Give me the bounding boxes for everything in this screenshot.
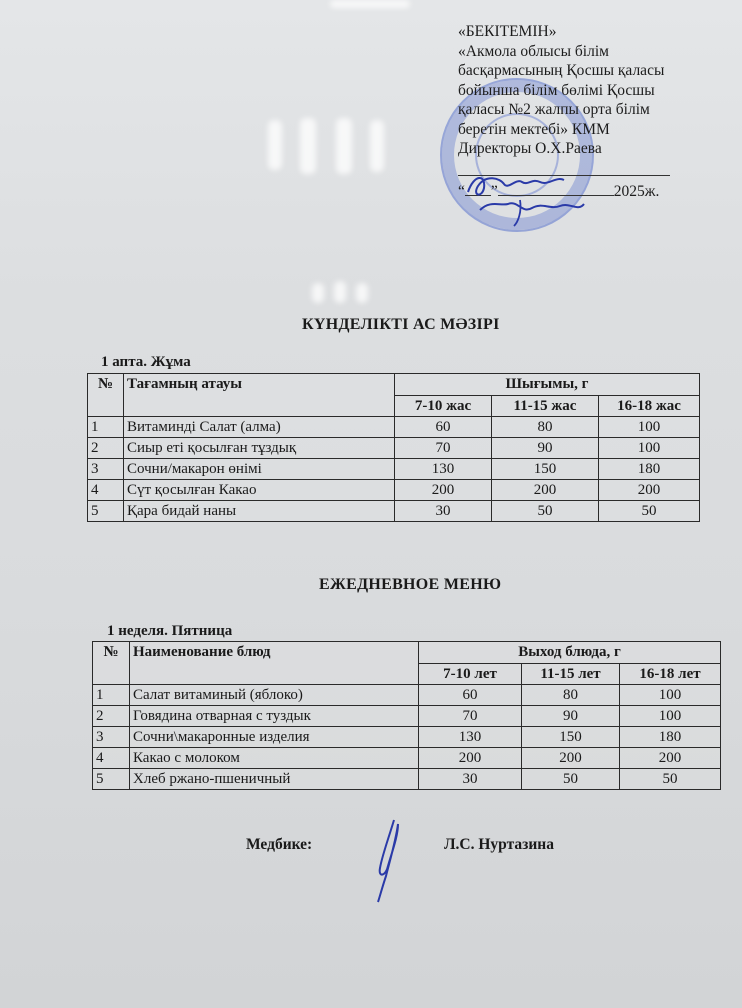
cell-yield: 200 (419, 748, 522, 769)
glare-spot (336, 118, 352, 174)
cell-yield: 130 (395, 459, 492, 480)
ru-menu-table (92, 641, 721, 790)
approval-line: бойынша білім бөлімі Қосшы (458, 81, 655, 99)
approval-line: «БЕКІТЕМІН» (458, 23, 557, 40)
approval-year: 2025ж. (613, 182, 660, 200)
glare-spot (356, 283, 368, 303)
cell-number: 1 (88, 417, 124, 438)
cell-yield: 90 (522, 706, 620, 727)
nurse-role-label: Медбике: (246, 836, 313, 853)
cell-yield: 200 (620, 748, 721, 769)
column-header-age: 11-15 жас (492, 395, 599, 417)
kz-menu-title: КҮНДЕЛІКТІ АС МӘЗІРІ (302, 316, 500, 333)
cell-yield: 30 (395, 501, 492, 522)
cell-number: 5 (93, 769, 130, 790)
column-header-dish: Тағамның атауы (124, 374, 395, 417)
approval-line: басқармасының Қосшы қаласы (458, 62, 665, 79)
cell-yield: 50 (522, 769, 620, 790)
cell-yield: 100 (599, 417, 700, 438)
cell-yield: 180 (599, 459, 700, 480)
approval-line: «Акмола облысы білім (458, 42, 609, 60)
cell-yield: 30 (419, 769, 522, 790)
cell-number: 2 (88, 438, 124, 459)
cell-number: 1 (93, 685, 130, 706)
date-quote-open: “ (458, 182, 465, 200)
cell-yield: 150 (522, 727, 620, 748)
cell-dish: Хлеб ржано-пшеничный (130, 769, 419, 790)
cell-yield: 200 (522, 748, 620, 769)
column-header-age: 11-15 лет (522, 663, 620, 685)
date-quote-close: ” (490, 182, 498, 200)
ru-menu-subtitle: 1 неделя. Пятница (107, 623, 233, 639)
table-row (88, 459, 700, 480)
column-header-number: № (93, 642, 130, 685)
table-row (88, 501, 700, 522)
cell-dish: Қара бидай наны (124, 501, 395, 522)
table-row (93, 769, 721, 790)
cell-number: 2 (93, 706, 130, 727)
cell-dish: Сочни/макарон өнімі (124, 459, 395, 480)
glare-spot (334, 281, 346, 303)
cell-yield: 70 (395, 438, 492, 459)
table-row (93, 706, 721, 727)
nurse-name: Л.С. Нуртазина (444, 836, 554, 853)
cell-yield: 200 (599, 480, 700, 501)
column-header-age: 7-10 жас (395, 395, 492, 417)
director-signature (460, 160, 640, 228)
cell-yield: 200 (492, 480, 599, 501)
cell-dish: Витаминді Салат (алма) (124, 417, 395, 438)
column-header-age: 16-18 лет (620, 663, 721, 685)
glare-spot (268, 120, 282, 170)
cell-yield: 130 (419, 727, 522, 748)
cell-dish: Какао с молоком (130, 748, 419, 769)
column-header-number: № (88, 374, 124, 417)
cell-number: 5 (88, 501, 124, 522)
column-header-yield: Шығымы, г (395, 374, 700, 396)
cell-yield: 50 (492, 501, 599, 522)
approval-line: беретін мектебі» КММ (458, 120, 610, 138)
column-header-age: 7-10 лет (419, 663, 522, 685)
approval-line: қаласы №2 жалпы орта білім (458, 101, 650, 118)
cell-yield: 50 (599, 501, 700, 522)
approval-line: Директоры О.Х.Раева (458, 140, 602, 157)
glare-spot (300, 118, 316, 174)
cell-dish: Салат витаминый (яблоко) (130, 685, 419, 706)
cell-yield: 80 (492, 417, 599, 438)
cell-number: 3 (88, 459, 124, 480)
glare-spot (312, 283, 324, 303)
cell-yield: 90 (492, 438, 599, 459)
cell-number: 4 (88, 480, 124, 501)
table-row (93, 727, 721, 748)
cell-yield: 60 (395, 417, 492, 438)
cell-yield: 180 (620, 727, 721, 748)
nurse-signature (368, 816, 408, 906)
kz-menu-table (87, 373, 700, 522)
column-header-yield: Выход блюда, г (419, 642, 721, 664)
glare-spot (370, 120, 384, 172)
table-row (88, 438, 700, 459)
cell-yield: 50 (620, 769, 721, 790)
table-row (93, 685, 721, 706)
cell-dish: Сиыр еті қосылған тұздық (124, 438, 395, 459)
cell-dish: Говядина отварная с туздык (130, 706, 419, 727)
cell-number: 3 (93, 727, 130, 748)
cell-yield: 100 (620, 706, 721, 727)
cell-yield: 100 (620, 685, 721, 706)
cell-yield: 150 (492, 459, 599, 480)
table-row (93, 748, 721, 769)
column-header-age: 16-18 жас (599, 395, 700, 417)
cell-yield: 200 (395, 480, 492, 501)
cell-yield: 60 (419, 685, 522, 706)
cell-number: 4 (93, 748, 130, 769)
column-header-dish: Наименование блюд (130, 642, 419, 685)
cell-yield: 100 (599, 438, 700, 459)
kz-menu-subtitle: 1 апта. Жұма (101, 354, 191, 370)
cell-dish: Сүт қосылған Какао (124, 480, 395, 501)
table-row (88, 417, 700, 438)
table-row (88, 480, 700, 501)
ru-menu-title: ЕЖЕДНЕВНОЕ МЕНЮ (319, 576, 502, 593)
cell-yield: 70 (419, 706, 522, 727)
cell-dish: Сочни\макаронные изделия (130, 727, 419, 748)
glare-spot (330, 0, 410, 8)
cell-yield: 80 (522, 685, 620, 706)
